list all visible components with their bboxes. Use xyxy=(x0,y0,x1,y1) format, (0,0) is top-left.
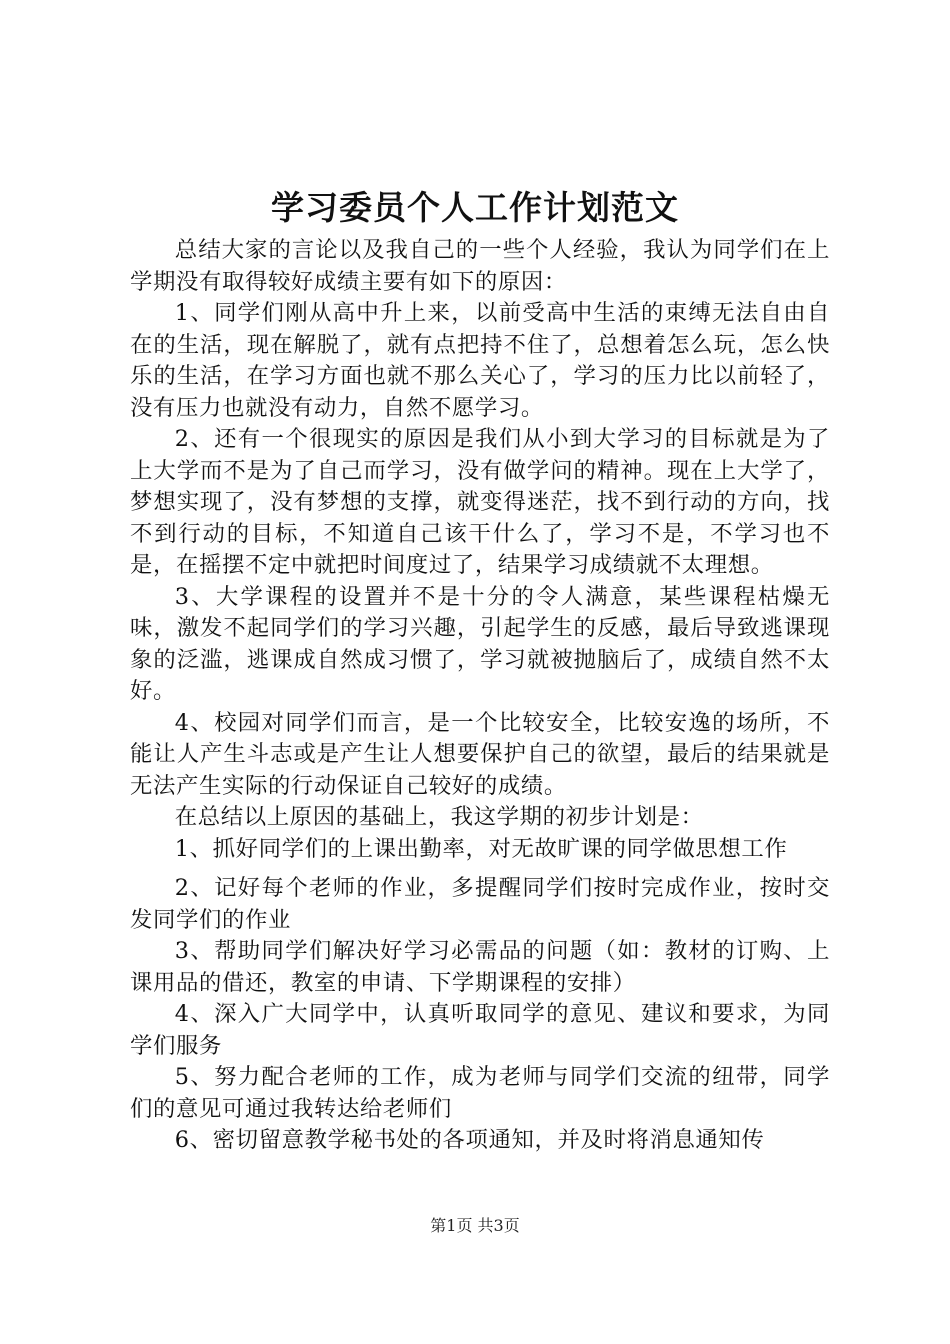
paragraph-reason-2: 2、还有一个很现实的原因是我们从小到大学习的目标就是为了上大学而不是为了自己而学习，没有做学问的精神。现在上大学了，梦想实现了，没有梦想的支撑，就变得迷茫，找不到行动的方向，找不到行动的目标，不知道自己该干什么了，学习不是，不学习也不是，在摇摆不定中就把时间度过了，结果学习成绩就不太理想。 xyxy=(130,426,830,578)
paragraph-reason-4: 4、校园对同学们而言，是一个比较安全，比较安逸的场所，不能让人产生斗志或是产生让人想要保护自己的欲望，最后的结果就是无法产生实际的行动保证自己较好的成绩。 xyxy=(130,709,830,799)
paragraph-reason-3: 3、大学课程的设置并不是十分的令人满意，某些课程枯燥无味，激发不起同学们的学习兴趣，引起学生的反感，最后导致逃课现象的泛滥，逃课成自然成习惯了，学习就被抛脑后了，成绩自然不太好。 xyxy=(130,583,830,704)
page-number-footer: 第1页 共3页 xyxy=(430,1216,520,1235)
paragraph-plan-3: 3、帮助同学们解决好学习必需品的问题（如：教材的订购、上课用品的借还，教室的申请、下学期课程的安排） xyxy=(130,938,830,996)
document-body xyxy=(130,235,830,1157)
paragraph-plan-6: 6、密切留意教学秘书处的各项通知，并及时将消息通知传 xyxy=(174,1127,765,1153)
paragraph-plan-1: 1、抓好同学们的上课出勤率，对无故旷课的同学做思想工作 xyxy=(174,835,788,862)
paragraph-plan-5: 5、努力配合老师的工作，成为老师与同学们交流的纽带，同学们的意见可通过我转达给老师们 xyxy=(130,1064,830,1122)
paragraph-reason-1: 1、同学们刚从高中升上来，以前受高中生活的束缚无法自由自在的生活，现在解脱了，就有点把持不住了，总想着怎么玩，怎么快乐的生活，在学习方面也就不那么关心了，学习的压力比以前轻了，没有压力也就没有动力，自然不愿学习。 xyxy=(130,300,830,421)
paragraph-intro: 总结大家的言论以及我自己的一些个人经验，我认为同学们在上学期没有取得较好成绩主要有如下的原因： xyxy=(130,237,830,295)
paragraph-plan-intro: 在总结以上原因的基础上，我这学期的初步计划是： xyxy=(174,804,704,830)
paragraph-plan-2: 2、记好每个老师的作业，多提醒同学们按时完成作业，按时交发同学们的作业 xyxy=(130,875,830,933)
document-title: 学习委员个人工作计划范文 xyxy=(271,188,679,227)
paragraph-plan-4: 4、深入广大同学中，认真听取同学的意见、建议和要求，为同学们服务 xyxy=(130,1001,830,1059)
